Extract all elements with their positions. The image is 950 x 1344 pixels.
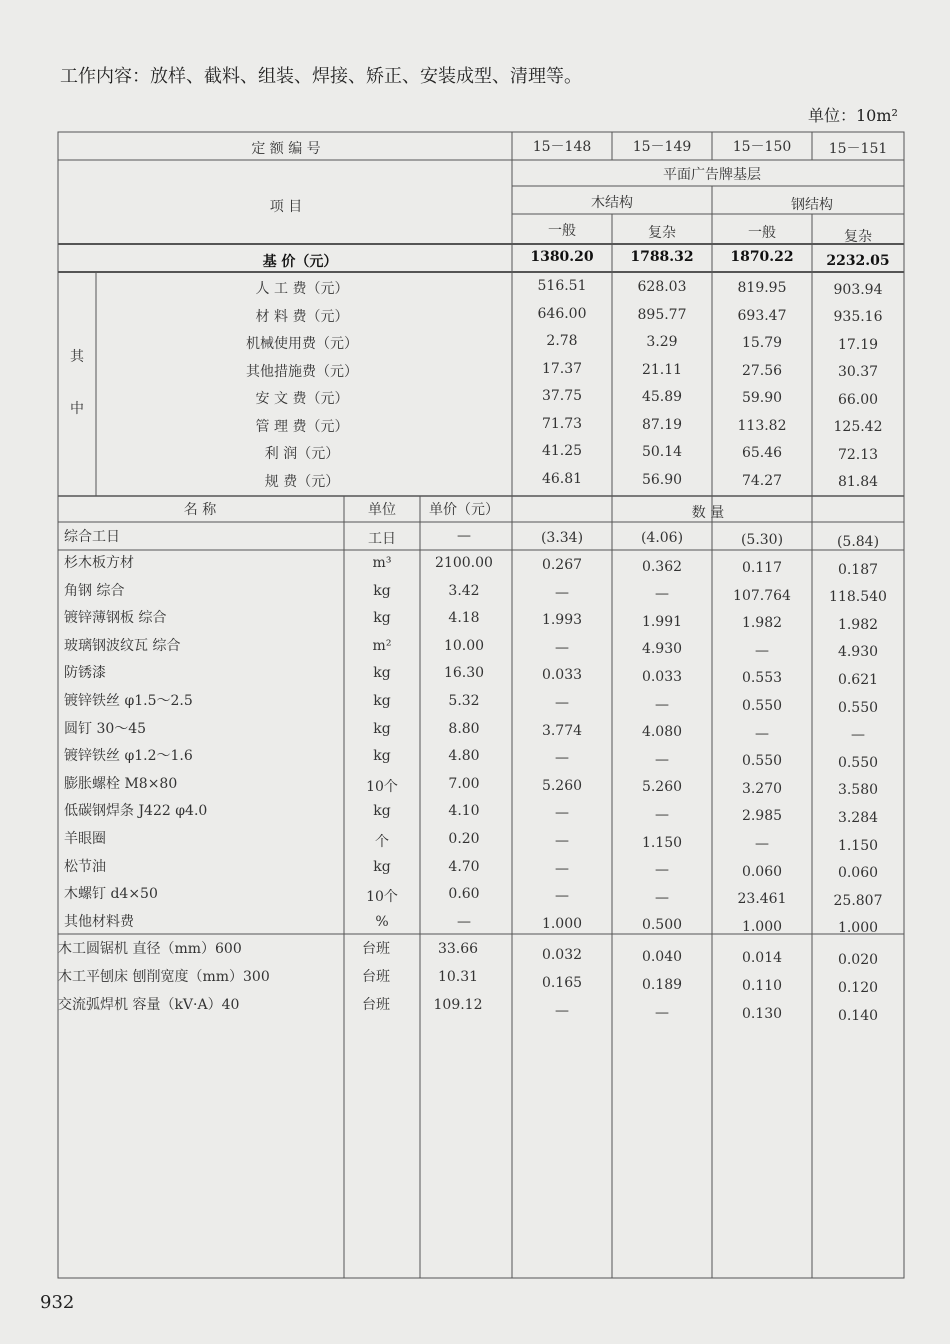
cost-item-label: 其他措施费（元） bbox=[246, 363, 358, 380]
labor-qty-3: (5.30) bbox=[740, 532, 784, 548]
cost-item-label: 利 润（元） bbox=[264, 446, 340, 462]
material-qty: 0.550 bbox=[741, 698, 783, 714]
material-name: 防锈漆 bbox=[64, 665, 106, 682]
item-label: 项 目 bbox=[269, 199, 303, 215]
cost-item-value: 628.03 bbox=[637, 279, 687, 296]
material-price: 5.32 bbox=[448, 693, 480, 709]
cost-item-label: 安 文 费（元） bbox=[255, 391, 349, 407]
material-qty: 1.982 bbox=[741, 615, 783, 632]
among-label-2: 中 bbox=[70, 401, 84, 417]
cost-item-value: 71.73 bbox=[541, 415, 583, 432]
material-qty: 1.991 bbox=[641, 613, 683, 630]
cost-item-value: 81.84 bbox=[837, 474, 879, 491]
material-qty: — bbox=[655, 889, 669, 906]
cost-item-value: 41.25 bbox=[541, 443, 583, 459]
material-unit: kg bbox=[373, 720, 391, 737]
machine-qty: 0.189 bbox=[641, 976, 683, 993]
material-qty: 1.150 bbox=[837, 837, 879, 854]
material-unit: m³ bbox=[372, 555, 392, 571]
labor-price: — bbox=[457, 528, 471, 544]
machine-unit: 台班 bbox=[362, 997, 390, 1013]
group-title: 平面广告牌基层 bbox=[663, 167, 761, 183]
qty-label: 数 量 bbox=[691, 505, 725, 521]
material-name: 镀锌铁丝 φ1.2～1.6 bbox=[64, 748, 193, 765]
work-content: 工作内容：放样、截料、组装、焊接、矫正、安装成型、清理等。 bbox=[60, 66, 582, 87]
cost-item-value: 903.94 bbox=[833, 281, 883, 298]
cost-item-label: 人 工 费（元） bbox=[255, 281, 349, 297]
material-qty: 0.621 bbox=[837, 671, 879, 688]
cost-item-value: 59.90 bbox=[741, 390, 783, 407]
material-qty: — bbox=[655, 696, 669, 713]
material-qty: — bbox=[655, 862, 669, 879]
material-price: 10.00 bbox=[443, 637, 485, 654]
unit-col-label: 单位 bbox=[368, 502, 396, 518]
labor-qty-1: (3.34) bbox=[540, 530, 584, 546]
material-qty: 3.774 bbox=[541, 722, 583, 739]
material-price: 3.42 bbox=[448, 582, 480, 599]
material-unit: kg bbox=[373, 748, 391, 765]
material-unit: 10个 bbox=[366, 778, 398, 795]
material-qty: 1.000 bbox=[541, 915, 583, 932]
material-price: 7.00 bbox=[448, 775, 480, 792]
cost-item-value: 30.37 bbox=[837, 364, 879, 381]
material-price: 2100.00 bbox=[435, 555, 493, 571]
material-qty: — bbox=[555, 805, 569, 822]
among-label-1: 其 bbox=[70, 349, 84, 365]
cost-item-value: 895.77 bbox=[637, 306, 687, 323]
cost-item-label: 材 料 费（元） bbox=[255, 308, 349, 325]
machine-qty: 0.130 bbox=[741, 1006, 783, 1022]
cost-item-value: 72.13 bbox=[837, 446, 879, 463]
material-qty: — bbox=[851, 727, 865, 744]
material-price: 4.18 bbox=[448, 610, 480, 627]
material-unit: kg bbox=[373, 803, 391, 820]
material-qty: 0.060 bbox=[837, 865, 879, 882]
machine-qty: 0.020 bbox=[837, 951, 879, 968]
cost-item-label: 管 理 费（元） bbox=[255, 418, 349, 435]
labor-unit: 工日 bbox=[368, 531, 396, 547]
material-unit: kg bbox=[373, 665, 391, 682]
cost-item-value: 21.11 bbox=[641, 361, 683, 378]
material-qty: 0.060 bbox=[741, 863, 783, 880]
price-col-label: 单价（元） bbox=[429, 502, 499, 518]
material-name: 角钢 综合 bbox=[64, 582, 125, 599]
material-price: — bbox=[457, 913, 471, 930]
material-qty: 1.000 bbox=[837, 920, 879, 937]
material-qty: — bbox=[555, 584, 569, 601]
cost-item-value: 17.37 bbox=[541, 360, 583, 377]
material-unit: kg bbox=[373, 610, 391, 627]
material-unit: 10个 bbox=[366, 889, 398, 906]
cost-item-value: 50.14 bbox=[641, 444, 683, 461]
material-unit: kg bbox=[373, 582, 391, 599]
quota-no-1: 15－148 bbox=[532, 139, 592, 155]
cost-item-value: 56.90 bbox=[641, 471, 683, 488]
material-qty: — bbox=[555, 833, 569, 849]
machine-name: 交流弧焊机 容量（kV·A）40 bbox=[58, 997, 240, 1013]
material-qty: 1.000 bbox=[741, 918, 783, 935]
material-price: 8.80 bbox=[448, 720, 480, 737]
cost-item-value: 65.46 bbox=[741, 445, 783, 462]
material-qty: — bbox=[655, 586, 669, 603]
level-2: 复杂 bbox=[648, 225, 676, 241]
material-qty: 2.985 bbox=[741, 808, 783, 825]
cost-item-value: 819.95 bbox=[737, 280, 787, 297]
material-name: 玻璃钢波纹瓦 综合 bbox=[64, 637, 181, 654]
material-qty: 5.260 bbox=[641, 779, 683, 796]
material-qty: 23.461 bbox=[737, 891, 787, 908]
cost-item-value: 125.42 bbox=[833, 419, 883, 436]
material-qty: 4.930 bbox=[641, 641, 683, 658]
material-unit: m² bbox=[372, 637, 392, 654]
material-price: 0.60 bbox=[448, 886, 480, 903]
cost-item-label: 机械使用费（元） bbox=[246, 336, 358, 352]
material-qty: 0.187 bbox=[837, 561, 879, 578]
machine-qty: 0.120 bbox=[837, 979, 879, 996]
level-3: 一般 bbox=[748, 225, 776, 241]
cost-item-value: 87.19 bbox=[641, 416, 683, 433]
material-qty: 0.550 bbox=[837, 699, 879, 716]
material-name: 杉木板方材 bbox=[64, 555, 134, 571]
material-qty: 1.150 bbox=[641, 834, 683, 851]
base-price-1: 1380.20 bbox=[530, 249, 594, 265]
material-price: 4.80 bbox=[448, 748, 480, 765]
machine-qty: — bbox=[555, 1003, 569, 1019]
base-price-3: 1870.22 bbox=[730, 249, 794, 265]
material-unit: % bbox=[375, 913, 389, 930]
material-name: 镀锌薄钢板 综合 bbox=[64, 610, 167, 627]
material-name: 圆钉 30～45 bbox=[64, 720, 147, 737]
material-qty: — bbox=[555, 695, 569, 711]
base-price-4: 2232.05 bbox=[826, 253, 890, 269]
machine-unit: 台班 bbox=[362, 941, 390, 957]
material-name: 其他材料费 bbox=[64, 913, 134, 930]
machine-qty: 0.032 bbox=[541, 947, 583, 963]
cost-item-value: 693.47 bbox=[737, 307, 787, 324]
material-qty: 4.080 bbox=[641, 724, 683, 741]
cost-item-value: 17.19 bbox=[837, 336, 879, 353]
material-name: 低碳钢焊条 J422 φ4.0 bbox=[64, 803, 208, 820]
material-qty: 0.362 bbox=[641, 558, 683, 575]
base-price-label: 基 价（元） bbox=[262, 254, 338, 270]
labor-qty-4: (5.84) bbox=[836, 534, 880, 550]
sub-group-steel: 钢结构 bbox=[791, 197, 833, 213]
level-1: 一般 bbox=[548, 223, 576, 239]
machine-qty: 0.040 bbox=[641, 948, 683, 965]
material-qty: 107.764 bbox=[733, 587, 791, 604]
cost-item-value: 66.00 bbox=[837, 391, 879, 408]
quota-no-label: 定 额 编 号 bbox=[251, 141, 321, 157]
material-qty: 0.267 bbox=[541, 557, 583, 573]
material-price: 16.30 bbox=[443, 665, 485, 682]
material-unit: 个 bbox=[375, 834, 389, 850]
material-qty: 0.500 bbox=[641, 917, 683, 934]
material-qty: 0.033 bbox=[541, 667, 583, 684]
material-name: 羊眼圈 bbox=[64, 831, 106, 847]
machine-qty: 0.140 bbox=[837, 1007, 879, 1024]
machine-qty: 0.165 bbox=[541, 975, 583, 991]
material-price: 4.10 bbox=[448, 803, 480, 820]
cost-item-value: 935.16 bbox=[833, 309, 883, 326]
cost-item-value: 113.82 bbox=[737, 417, 787, 434]
quota-no-3: 15－150 bbox=[732, 139, 792, 155]
cost-item-value: 646.00 bbox=[537, 305, 587, 322]
machine-price: 33.66 bbox=[437, 941, 479, 957]
material-unit: kg bbox=[373, 858, 391, 875]
labor-qty-2: (4.06) bbox=[640, 530, 684, 546]
machine-name: 木工圆锯机 直径（mm）600 bbox=[58, 941, 242, 957]
material-qty: — bbox=[555, 888, 569, 905]
machine-name: 木工平刨床 刨削宽度（mm）300 bbox=[58, 969, 270, 985]
material-qty: — bbox=[555, 860, 569, 877]
material-qty: — bbox=[755, 836, 769, 852]
cost-item-value: 27.56 bbox=[741, 362, 783, 379]
material-qty: 5.260 bbox=[541, 777, 583, 794]
page-number: 932 bbox=[40, 1292, 75, 1313]
machine-qty: — bbox=[655, 1004, 669, 1021]
material-qty: 3.284 bbox=[837, 809, 879, 826]
material-qty: 0.033 bbox=[641, 668, 683, 685]
cost-item-value: 3.29 bbox=[646, 334, 678, 351]
material-qty: — bbox=[555, 750, 569, 767]
quota-no-4: 15－151 bbox=[828, 141, 888, 157]
material-qty: 4.930 bbox=[837, 644, 879, 661]
material-qty: 0.550 bbox=[837, 754, 879, 771]
machine-unit: 台班 bbox=[362, 969, 390, 985]
quota-no-2: 15－149 bbox=[632, 139, 692, 155]
material-qty: 118.540 bbox=[829, 589, 887, 606]
material-qty: 1.993 bbox=[541, 612, 583, 629]
material-qty: — bbox=[655, 751, 669, 768]
material-price: 0.20 bbox=[448, 831, 480, 847]
machine-qty: 0.110 bbox=[741, 978, 783, 994]
material-qty: 0.117 bbox=[741, 560, 783, 576]
material-qty: — bbox=[655, 806, 669, 823]
material-price: 4.70 bbox=[448, 858, 480, 875]
machine-price: 10.31 bbox=[437, 969, 479, 985]
cost-item-value: 37.75 bbox=[541, 388, 583, 404]
machine-price: 109.12 bbox=[433, 997, 483, 1013]
material-qty: 3.580 bbox=[837, 782, 879, 799]
material-qty: 25.807 bbox=[833, 892, 883, 909]
machine-qty: 0.014 bbox=[741, 950, 783, 966]
cost-item-value: 46.81 bbox=[541, 470, 583, 487]
material-qty: — bbox=[555, 639, 569, 656]
material-qty: 1.982 bbox=[837, 616, 879, 633]
name-label: 名 称 bbox=[183, 502, 217, 518]
material-name: 镀锌铁丝 φ1.5～2.5 bbox=[64, 693, 193, 709]
unit-label: 单位：10m² bbox=[808, 106, 898, 125]
cost-item-label: 规 费（元） bbox=[264, 473, 340, 490]
cost-item-value: 516.51 bbox=[537, 278, 587, 294]
material-qty: 0.550 bbox=[741, 753, 783, 770]
sub-group-wood: 木结构 bbox=[591, 195, 633, 211]
material-unit: kg bbox=[373, 693, 391, 709]
cost-item-value: 45.89 bbox=[641, 389, 683, 406]
cost-item-value: 74.27 bbox=[741, 472, 783, 489]
material-qty: 0.553 bbox=[741, 670, 783, 687]
level-4: 复杂 bbox=[844, 229, 872, 245]
material-qty: — bbox=[755, 642, 769, 659]
labor-name: 综合工日 bbox=[64, 529, 120, 545]
material-qty: — bbox=[755, 725, 769, 742]
material-name: 木螺钉 d4×50 bbox=[64, 886, 158, 903]
base-price-2: 1788.32 bbox=[630, 249, 694, 265]
material-name: 膨胀螺栓 M8×80 bbox=[64, 775, 178, 792]
material-name: 松节油 bbox=[64, 858, 106, 875]
cost-item-value: 15.79 bbox=[741, 335, 783, 352]
cost-item-value: 2.78 bbox=[546, 333, 578, 349]
material-qty: 3.270 bbox=[741, 780, 783, 797]
